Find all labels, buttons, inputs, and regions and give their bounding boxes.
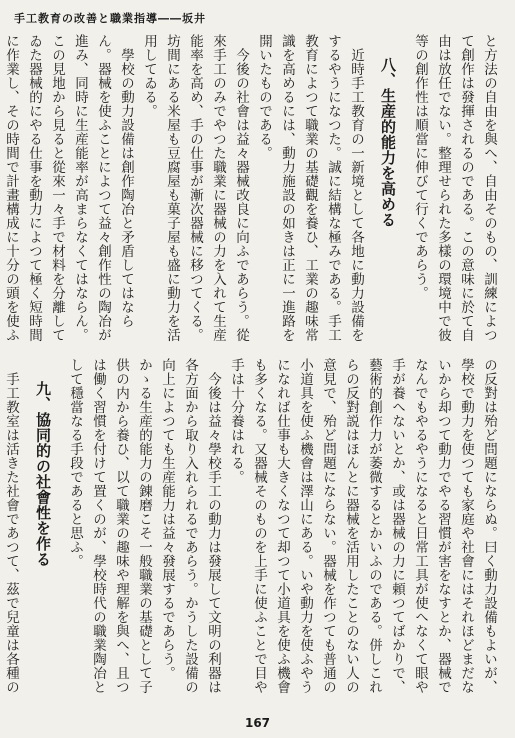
lower-paragraph-2: 今後は益々學校手工の動力は發展して文明の利器は各方面から取り入れられるであらう。かうした設備の向上によつても生産能力は益々發展するであらう。かゝる生産的能力の錬磨こそ一般職業の基礎として子供の内から養ひ、以て職業の趣味や理解を與へ、且つは働く習慣を付けて置くのが、學校時代の職業陶冶として穩當なる手段であると思ふ。 xyxy=(67,358,221,694)
upper-paragraph-4: 學校の動力設備は創作陶冶と矛盾してはならん。器械を使ふことによつて益々創作性の陶冶が進み、同時に生産能率が高まらなくてはならん。この見地から見ると從來一々手で材料を分離してゐた器械的にやる仕事を動力によつて極く短時間に作業し、その時間で計畫構成に十分の頭を使ふ xyxy=(3,34,134,342)
upper-paragraph-1: と方法の自由を與へ、自由そのもの、訓練によつて創作は發揮されるのである。この意味に於て自由は放任でない。整理せられた多樣の環境中で彼等の創作性は順當に伸びて行くであらう。 xyxy=(412,34,497,342)
lower-text-block xyxy=(3,358,500,706)
upper-paragraph-2: 近時手工教育の一新境として各地に動力設備をするやうになつた。誠に結構な極みである。手工教育によつて職業の基礎觀を養ひ、工業の趣味常識を高めるには、動力施設の如きは正に一進路を開いたものである。 xyxy=(256,34,364,342)
section-heading-9: 九、協同的の社會性を作る xyxy=(34,380,52,567)
upper-text-block xyxy=(3,34,500,350)
page-number: 167 xyxy=(244,716,271,730)
upper-paragraph-3: 今後の社會は益々器械改良に向ふであらう。從來手工のみでやつた職業に器械の力を入れて生産能率を高め、手の仕事が漸次器械に移つてくる。坊間にある米屋も豆腐屋も菓子屋も盛に動力を活用してゐる。 xyxy=(141,34,249,342)
lower-paragraph-3: 手工教室は活きた社會であつて、茲で兒童は各種の xyxy=(3,371,19,694)
lower-paragraph-1: の反對は殆ど問題にならぬ。曰く動力設備もよいが、學校で動力を使つても家庭や社會にはそれほどまだないから却つて動力でやる習慣が害をなすとか、器械でなんでもやるやうになると日常工具が使へなくて眼や手が養へないとか、或は器械の力に頼つてばかりで、藝術的創作力が萎微するとかいふのである。併しこれらの反對説はほんとに器械を活用したことのない人の意見で、殆ど問題にならない。器械を作つても普通の小道具を使ふ機會は澤山にある。いや動力を使ふやうになれば仕事も大きくなつて却つて小道具を使ふ機會も多くなる。又器械そのものを上手に使ふことで目や手は十分養はれる。 xyxy=(228,358,497,694)
section-heading-8: 八、生産的能力を高める xyxy=(379,56,397,227)
running-head: 手工教育の改善と職業指導――坂井 xyxy=(14,12,206,25)
